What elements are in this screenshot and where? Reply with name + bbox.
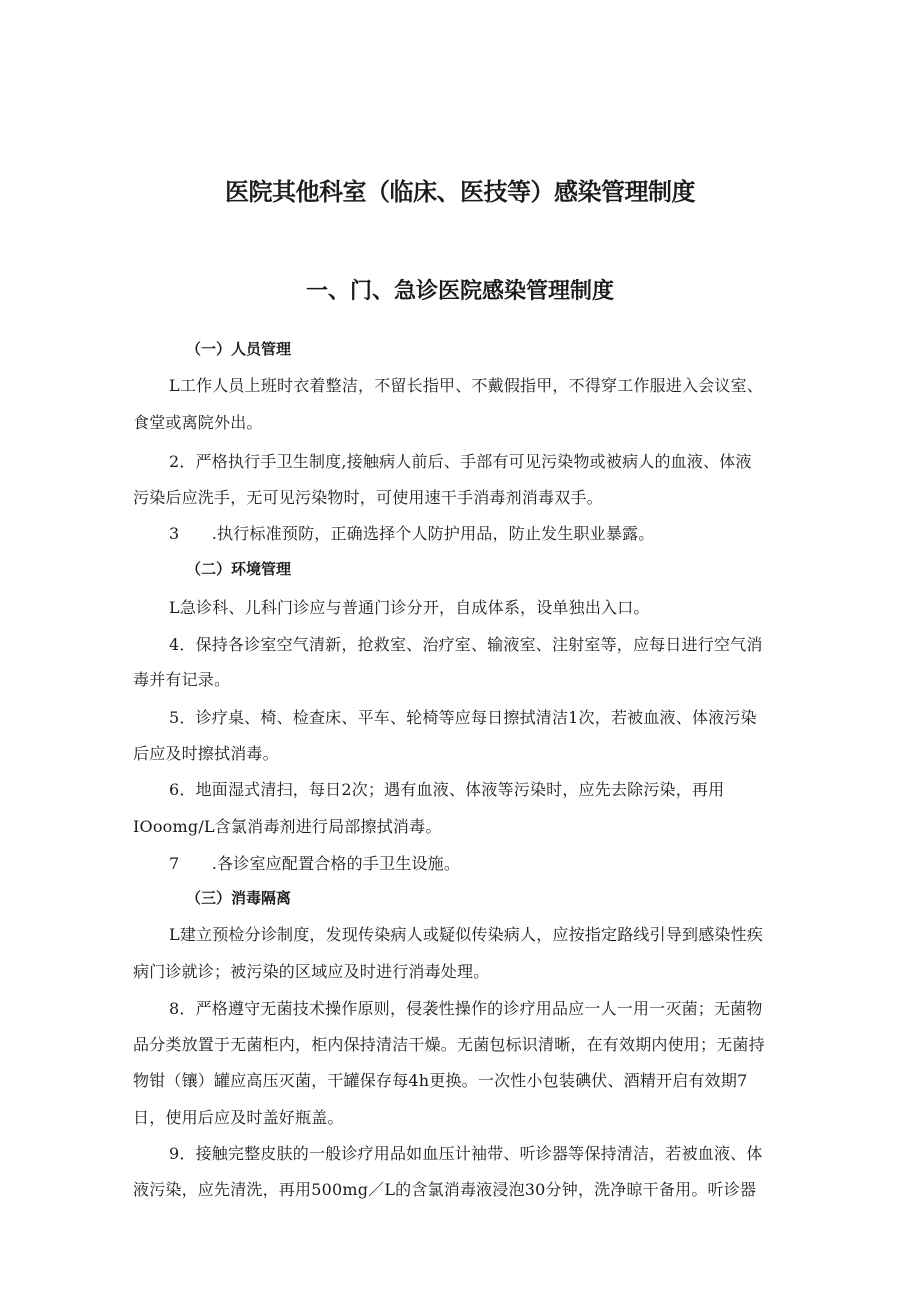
paragraph-line: 6．地面湿式清扫，每日2次；遇有血液、体液等污染时，应先去除污染，再用 [169,780,725,799]
paragraph-line: IOoomg/L含氯消毒剂进行局部擦拭消毒。 [133,817,442,836]
paragraph-line: 7 .各诊室应配置合格的手卫生设施。 [169,854,461,873]
paragraph-line: 物钳（镶）罐应高压灭菌，干罐保存每4h更换。一次性小包装碘伏、酒精开启有效期7 [133,1071,748,1090]
paragraph-line: 2．严格执行手卫生制度,接触病人前后、手部有可见污染物或被病人的血液、体液 [169,452,752,471]
paragraph-line: 食堂或离院外出。 [133,413,263,432]
paragraph-line: 污染后应洗手，无可见污染物时，可使用速干手消毒剂消毒双手。 [133,488,603,507]
paragraph-line: 5．诊疗桌、椅、检查床、平车、轮椅等应每日擦拭清洁1次，若被血液、体液污染 [169,708,757,727]
paragraph-line: 后应及时擦拭消毒。 [133,744,279,763]
paragraph-line: 3 .执行标准预防，正确选择个人防护用品，防止发生职业暴露。 [169,524,655,543]
subsection-heading-disinfection: （三）消毒隔离 [186,889,292,907]
section-title: 一、门、急诊医院感染管理制度 [305,279,614,304]
paragraph-line: 品分类放置于无菌柜内，柜内保持清洁干燥。无菌包标识清晰，在有效期内使用；无菌持 [133,1035,765,1054]
paragraph-line: 病门诊就诊；被污染的区域应及时进行消毒处理。 [133,962,490,981]
paragraph-line: 液污染，应先清洗，再用500mg／L的含氯消毒液浸泡30分钟，洗净晾干备用。听诊器 [133,1180,757,1199]
paragraph-line: L工作人员上班时衣着整洁，不留长指甲、不戴假指甲，不得穿工作服进入会议室、 [169,376,764,395]
paragraph-line: L急诊科、儿科门诊应与普通门诊分开，自成体系，设单独出入口。 [169,598,650,617]
paragraph-line: 毒并有记录。 [133,670,231,689]
subsection-heading-personnel: （一）人员管理 [186,340,292,358]
paragraph-line: 4．保持各诊室空气清新，抢救室、治疗室、输液室、注射室等，应每日进行空气消 [169,635,763,654]
paragraph-line: 日，使用后应及时盖好瓶盖。 [133,1108,344,1127]
document-title: 医院其他科室（临床、医技等）感染管理制度 [225,178,695,206]
subsection-heading-environment: （二）环境管理 [186,560,292,578]
paragraph-line: 9．接触完整皮肤的一般诊疗用品如血压计袖带、听诊器等保持清洁，若被血液、体 [169,1144,763,1163]
paragraph-line: 8．严格遵守无菌技术操作原则，侵袭性操作的诊疗用品应一人一用一灭菌；无菌物 [169,999,763,1018]
paragraph-line: L建立预检分诊制度，发现传染病人或疑似传染病人，应按指定路线引导到感染性疾 [169,925,764,944]
